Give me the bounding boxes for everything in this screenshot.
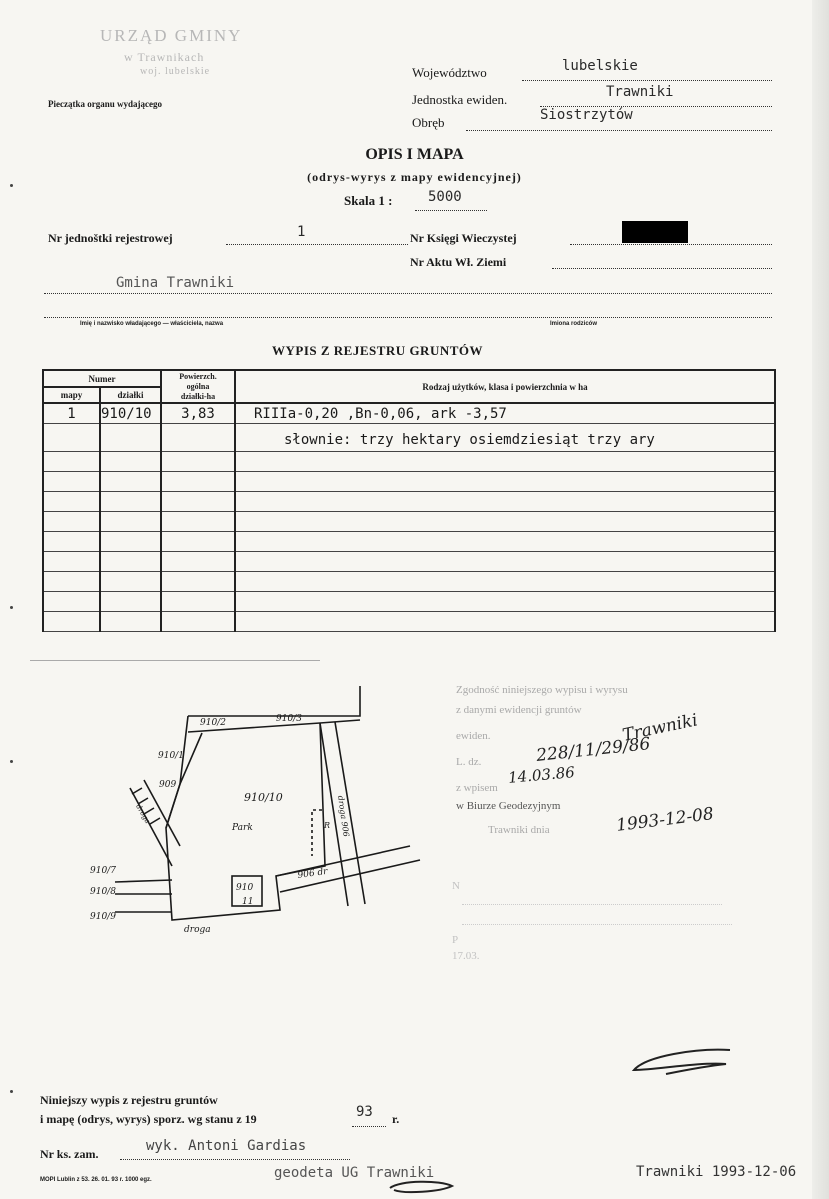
cell-dzialki: [100, 424, 161, 452]
label-road-left: droga: [134, 803, 152, 825]
cell-dzialki: [100, 592, 161, 612]
cell-description: [235, 472, 775, 492]
document-subtitle: (odrys-wyrys z mapy ewidencyjnej): [307, 170, 522, 184]
register-title: WYPIS Z REJESTRU GRUNTÓW: [272, 343, 484, 358]
parcel-map: [80, 676, 440, 946]
table-row: [43, 424, 775, 452]
margin-dot: [10, 184, 13, 187]
cert-line: z wpisem: [456, 782, 498, 794]
cell-dzialki: [100, 532, 161, 552]
footer-r: r.: [392, 1112, 400, 1126]
r-marker: [312, 810, 322, 856]
jednostka-label: Jednostka ewiden.: [412, 92, 508, 107]
cell-dzialki: [100, 472, 161, 492]
faded-line: 17.03.: [452, 950, 480, 962]
cell-description: [235, 452, 775, 472]
header-numer: Numer: [43, 370, 161, 387]
register-table: [42, 369, 776, 632]
cell-mapy: [43, 592, 100, 612]
margin-dot: [10, 1090, 13, 1093]
cell-mapy: [43, 452, 100, 472]
cell-mapy: [43, 424, 100, 452]
cell-description: [235, 572, 775, 592]
parents-caption: Imiona rodziców: [550, 321, 598, 327]
bottom-signature: [380, 1178, 460, 1198]
hand-date-a: 14.03.86: [507, 763, 576, 787]
table-row: [43, 512, 775, 532]
cell-dzialki: [100, 612, 161, 632]
header-description: Rodzaj użytków, klasa i powierzchnia w ha: [235, 370, 775, 403]
ks-value: wyk. Antoni Gardias: [146, 1138, 307, 1154]
table-row: [43, 452, 775, 472]
label-910-8: 910/8: [90, 887, 116, 897]
header-mapy: mapy: [43, 387, 100, 403]
register-rows: [43, 403, 775, 632]
label-910-2: 910/2: [200, 718, 226, 728]
obreb-value: Siostrzytów: [540, 107, 633, 123]
label-910-11-bottom: 11: [242, 897, 254, 907]
right-edge-strip: [812, 0, 829, 1199]
akt-label: Nr Aktu Wł. Ziemi: [410, 255, 507, 269]
owner-value: Gmina Trawniki: [116, 275, 235, 291]
cell-area: [161, 472, 235, 492]
scale-value: 5000: [428, 189, 462, 205]
label-park: Park: [232, 823, 253, 833]
label-910-11-top: 910: [236, 883, 254, 893]
label-910-1: 910/1: [158, 751, 184, 761]
cell-mapy: [43, 612, 100, 632]
stamp-line: w Trawnikach: [124, 50, 205, 64]
faded-line: P: [452, 934, 459, 946]
cell-dzialki: [100, 492, 161, 512]
cell-area: 3,83: [161, 403, 235, 424]
margin-dot: [10, 606, 13, 609]
road-top-edge: [188, 686, 360, 716]
owner-caption: Imię i nazwisko władającego — właściciela, nazwa: [80, 321, 224, 327]
hand-date: 1993-12-08: [615, 804, 715, 836]
redacted-block: [622, 221, 688, 243]
cell-mapy: [43, 552, 100, 572]
cell-area: [161, 592, 235, 612]
cell-area: [161, 512, 235, 532]
stamp-line: woj. lubelskie: [140, 66, 211, 77]
footer-line1: Niniejszy wypis z rejestru gruntów: [40, 1093, 218, 1107]
header-area-line: Powierzch.: [179, 371, 217, 381]
label-909: 909: [159, 780, 177, 790]
printer-note: MOPI Lublin z 53. 26. 01. 93 r. 1000 egz.: [40, 1177, 152, 1183]
table-row: [43, 572, 775, 592]
unit-label: Nr jednoštki rejestrowej: [48, 231, 173, 245]
label-906: 906 dr: [297, 866, 329, 881]
top-rule: [30, 660, 320, 661]
table-row: [43, 472, 775, 492]
cert-line: L. dz.: [456, 756, 482, 768]
parcel-divider: [115, 880, 172, 882]
label-910-9: 910/9: [90, 912, 116, 922]
header-area-line: działki-ha: [180, 391, 216, 401]
cell-description: [235, 592, 775, 612]
cert-line: w Biurze Geodezyjnym: [456, 800, 561, 812]
label-910-7: 910/7: [90, 866, 116, 876]
table-row: [43, 492, 775, 512]
cell-description: [235, 532, 775, 552]
cell-area: [161, 424, 235, 452]
label-r: R: [324, 821, 331, 830]
faded-line: N: [452, 880, 460, 892]
cell-area: [161, 452, 235, 472]
issuer-stamp: [60, 22, 300, 92]
cell-description: [235, 512, 775, 532]
table-row: [43, 612, 775, 632]
kw-label: Nr Księgi Wieczystej: [410, 231, 517, 245]
stamp-line: URZĄD GMINY: [100, 26, 243, 45]
cell-area: [161, 612, 235, 632]
label-road-bottom: droga: [184, 925, 211, 935]
table-row: [43, 403, 775, 424]
label-910-10: 910/10: [244, 791, 283, 804]
wojewodztwo-label: Województwo: [412, 65, 487, 80]
cell-description: RIIIa-0,20 ,Bn-0,06, ark -3,57: [235, 403, 775, 424]
footer-line2: i mapę (odrys, wyrys) sporz. wg stanu z 19: [40, 1112, 257, 1126]
place-date: Trawniki 1993-12-06: [636, 1164, 797, 1180]
signature: [626, 1036, 746, 1086]
label-910-3: 910/3: [276, 714, 302, 724]
faded-stamp: [452, 880, 752, 970]
cell-mapy: [43, 572, 100, 592]
cell-description: słownie: trzy hektary osiemdziesiąt trzy ary: [235, 424, 775, 452]
certification-stamp: [456, 684, 786, 844]
table-row: [43, 552, 775, 572]
scale-label: Skala 1 :: [344, 193, 393, 208]
jednostka-value: Trawniki: [606, 84, 674, 100]
cell-description: [235, 552, 775, 572]
cert-line: ewiden.: [456, 730, 491, 742]
cell-area: [161, 532, 235, 552]
cell-description: [235, 492, 775, 512]
stamp-caption: Pieczątka organu wydającego: [48, 99, 162, 109]
cell-description: [235, 612, 775, 632]
faded-smudge: [462, 904, 722, 906]
cell-area: [161, 572, 235, 592]
cell-mapy: [43, 492, 100, 512]
margin-dot: [10, 760, 13, 763]
unit-value: 1: [297, 224, 306, 240]
cert-line: z danymi ewidencji gruntów: [456, 704, 582, 716]
cell-mapy: [43, 512, 100, 532]
document-title: OPIS I MAPA: [365, 146, 464, 163]
header-area: [161, 370, 235, 403]
hand-place: Trawniki: [620, 710, 700, 746]
wojewodztwo-value: lubelskie: [562, 58, 638, 74]
faded-smudge: [462, 924, 732, 926]
cell-dzialki: [100, 452, 161, 472]
cell-mapy: [43, 532, 100, 552]
label-road-right: droga 906: [336, 795, 351, 838]
footer-year: 93: [356, 1104, 373, 1120]
ks-label: Nr ks. zam.: [40, 1147, 99, 1161]
cell-dzialki: 910/10: [100, 403, 161, 424]
cell-mapy: 1: [43, 403, 100, 424]
table-row: [43, 532, 775, 552]
cert-line: Zgodność niniejszego wypisu i wyrysu: [456, 684, 628, 696]
table-row: [43, 592, 775, 612]
cell-dzialki: [100, 552, 161, 572]
cert-line: Trawniki dnia: [488, 824, 550, 836]
cell-area: [161, 552, 235, 572]
hand-ref: 228/11/29/86: [535, 734, 652, 766]
cell-dzialki: [100, 572, 161, 592]
cell-mapy: [43, 472, 100, 492]
header-area-line: ogólna: [186, 381, 210, 391]
cell-area: [161, 492, 235, 512]
geodeta-position: geodeta UG Trawniki: [274, 1165, 435, 1181]
cell-dzialki: [100, 512, 161, 532]
header-dzialki: działki: [100, 387, 161, 403]
obreb-label: Obręb: [412, 115, 445, 130]
